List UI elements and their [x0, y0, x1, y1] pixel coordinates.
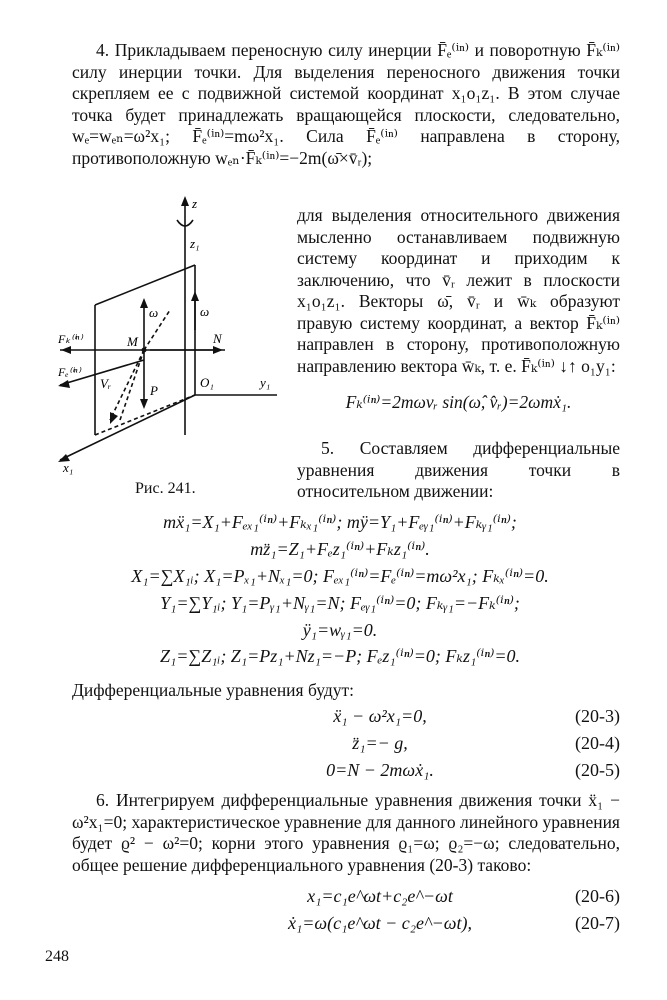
- x1-axis: [60, 395, 195, 460]
- label-o1: O₁: [200, 375, 214, 390]
- label-fk: Fₖ⁽ⁱⁿ⁾: [58, 332, 83, 346]
- paragraph-5: 5. Составляем дифференциальные уравнения движения точки в относительном движении:: [297, 438, 620, 501]
- diff-heading: Дифференциальные уравнения будут:: [72, 680, 355, 700]
- coriolis-equation: Fₖ⁽ⁱⁿ⁾=2mωvᵣ sin(ω̂, v̂ᵣ)=2ωmẋ₁.: [345, 392, 572, 412]
- equation-3: X₁=∑X₁ᵢ; X₁=Pₓ₁+Nₓ₁=0; Fₑₓ₁⁽ⁱⁿ⁾=Fₑ⁽ⁱⁿ⁾=mω²x₁; Fₖₓ⁽ⁱⁿ⁾=0.: [131, 566, 549, 586]
- equation-2: mz̈₁=Z₁+Fₑz₁⁽ⁱⁿ⁾+Fₖz₁⁽ⁱⁿ⁾.: [250, 539, 430, 559]
- eq-number: (20-6): [575, 886, 620, 906]
- equation-1: mẍ₁=X₁+Fₑₓ₁⁽ⁱⁿ⁾+Fₖₓ₁⁽ⁱⁿ⁾; mÿ=Y₁+Fₑᵧ₁⁽ⁱⁿ⁾+Fₖᵧ₁⁽ⁱⁿ⁾;: [163, 512, 517, 532]
- label-fe: Fₑ⁽ⁱⁿ⁾: [58, 365, 81, 379]
- label-z1: z₁: [190, 236, 200, 251]
- label-m: M: [127, 334, 138, 349]
- label-omega-right: ω: [200, 304, 210, 319]
- eq-text: x₁=c₁e^ωt+c₂e^−ωt: [307, 886, 453, 906]
- wrap-text: для выделения относительного движения мысленно останавливаем подвижную систему координат и приходим к заключению, что v̄ᵣ лежит в плоскости x₁o₁z₁. Векторы ω̄, v̄ᵣ и w̄ₖ образуют правую систему координат, а вектор F̄ₖ⁽ⁱⁿ⁾ направлен в сторону, противоположную направлению вектора w̄ₖ, т. е. F̄ₖ⁽ⁱⁿ⁾ ↓↑ o₁y₁:: [297, 205, 620, 376]
- eq-text: ẋ₁=ω(c₁e^ωt − c₂e^−ωt),: [288, 913, 472, 933]
- label-y1: y₁: [260, 375, 271, 390]
- eq-number: (20-5): [575, 760, 620, 780]
- equation-6: Z₁=∑Z₁ᵢ; Z₁=Pz₁+Nz₁=−P; Fₑz₁⁽ⁱⁿ⁾=0; Fₖz₁⁽ⁱⁿ⁾=0.: [159, 646, 521, 666]
- page-number: 248: [45, 948, 69, 965]
- eq-number: (20-4): [575, 733, 620, 753]
- equation-4: Y₁=∑Y₁ᵢ; Y₁=Pᵧ₁+Nᵧ₁=N; Fₑᵧ₁⁽ⁱⁿ⁾=0; Fₖᵧ₁=−Fₖ⁽ⁱⁿ⁾;: [160, 593, 520, 613]
- label-p: P: [150, 383, 158, 398]
- label-z: z: [192, 196, 198, 211]
- eq-number: (20-3): [575, 706, 620, 726]
- label-vr: Vᵣ: [100, 376, 112, 391]
- figure-caption: Рис. 241.: [135, 480, 196, 497]
- eq-text: 0=N − 2mωẋ₁.: [326, 760, 434, 780]
- label-x1: x₁: [63, 460, 74, 475]
- figure-241: [55, 190, 295, 480]
- label-omega-left: ω: [149, 305, 159, 320]
- eq-number: (20-7): [575, 913, 620, 933]
- paragraph-6: 6. Интегрируем дифференциальные уравнения движения точки ẍ₁ − ω²x₁=0; характеристическое уравнение для данного линейного уравнения будет ϱ² − ω²=0; корни этого уравнения ϱ₁=ω; ϱ₂=−ω; следовательно, общее решение дифференциального уравнения (20-3) таково:: [72, 790, 620, 875]
- paragraph-4: 4. Прикладываем переносную силу инерции F̄ₑ⁽ⁱⁿ⁾ и поворотную F̄ₖ⁽ⁱⁿ⁾ силу инерции точки. Для выделения переносного движения точки скрепляем ее с подвижной системой координат x₁o₁z₁. В этом случае точка будет принадлежать вращающейся плоскости, следовательно, wₑ=wₑₙ=ω²x₁; F̄ₑ⁽ⁱⁿ⁾=mω²x₁. Сила F̄ₑ⁽ⁱⁿ⁾ направлена в сторону, противоположную wₑₙ·F̄ₖ⁽ⁱⁿ⁾=−2m(ω̄×v̄ᵣ);: [72, 40, 620, 168]
- equation-5: ÿ₁=wᵧ₁=0.: [302, 620, 378, 640]
- label-n: N: [213, 331, 222, 346]
- eq-text: z̈₁=− g,: [352, 733, 408, 753]
- eq-text: ẍ₁ − ω²x₁=0,: [333, 706, 427, 726]
